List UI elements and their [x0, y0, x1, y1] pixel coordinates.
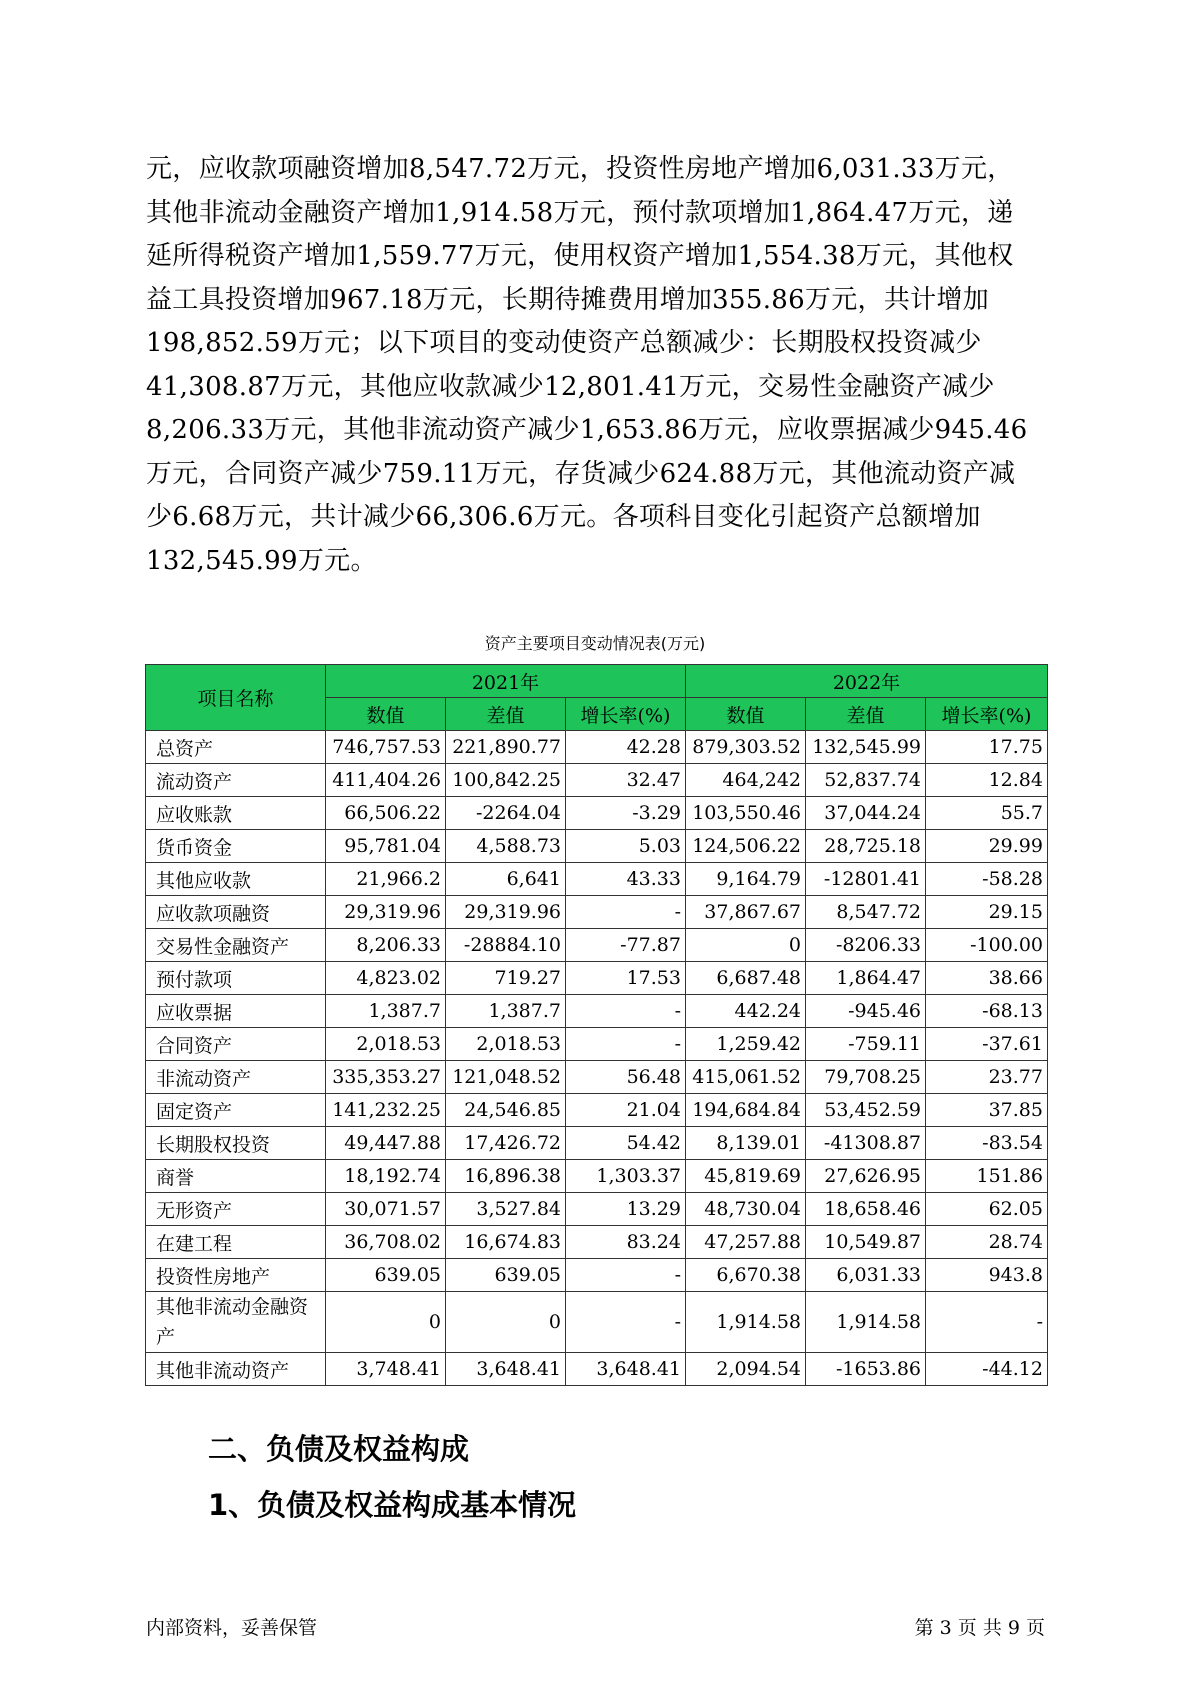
row-cell: 38.66: [926, 962, 1048, 995]
row-cell: -68.13: [926, 995, 1048, 1028]
row-cell: -: [566, 896, 686, 929]
row-cell: 83.24: [566, 1226, 686, 1259]
table-row: [146, 995, 1048, 1028]
row-cell: 8,206.33: [326, 929, 446, 962]
row-cell: 9,164.79: [686, 863, 806, 896]
row-cell: 17,426.72: [446, 1127, 566, 1160]
row-cell: -945.46: [806, 995, 926, 1028]
row-cell: -: [566, 1259, 686, 1292]
row-cell: 23.77: [926, 1061, 1048, 1094]
table-row: [146, 1028, 1048, 1061]
row-item-name: 交易性金融资产: [146, 929, 326, 962]
row-cell: 66,506.22: [326, 797, 446, 830]
table-row: [146, 830, 1048, 863]
row-item-name: 固定资产: [146, 1094, 326, 1127]
row-item-name: 长期股权投资: [146, 1127, 326, 1160]
row-cell: 54.42: [566, 1127, 686, 1160]
table-row: [146, 1193, 1048, 1226]
row-cell: 17.75: [926, 731, 1048, 764]
row-cell: 48,730.04: [686, 1193, 806, 1226]
table-row: [146, 929, 1048, 962]
header-diff: 差值: [806, 698, 926, 731]
row-cell: 21,966.2: [326, 863, 446, 896]
row-cell: -: [566, 1028, 686, 1061]
row-cell: 6,031.33: [806, 1259, 926, 1292]
row-cell: -58.28: [926, 863, 1048, 896]
row-cell: 95,781.04: [326, 830, 446, 863]
table-row: [146, 731, 1048, 764]
table-caption: 资产主要项目变动情况表(万元): [484, 634, 706, 653]
row-cell: 28.74: [926, 1226, 1048, 1259]
row-cell: 18,192.74: [326, 1160, 446, 1193]
table-row: [146, 1292, 1048, 1353]
row-cell: 1,864.47: [806, 962, 926, 995]
table-row: [146, 1127, 1048, 1160]
row-cell: 29.15: [926, 896, 1048, 929]
row-cell: -41308.87: [806, 1127, 926, 1160]
row-cell: 442.24: [686, 995, 806, 1028]
row-cell: 1,387.7: [446, 995, 566, 1028]
row-cell: -3.29: [566, 797, 686, 830]
row-cell: 17.53: [566, 962, 686, 995]
row-cell: 194,684.84: [686, 1094, 806, 1127]
row-cell: 0: [326, 1292, 446, 1353]
row-cell: 151.86: [926, 1160, 1048, 1193]
row-cell: 47,257.88: [686, 1226, 806, 1259]
row-cell: 24,546.85: [446, 1094, 566, 1127]
header-item-name: 项目名称: [146, 665, 326, 731]
row-cell: 1,259.42: [686, 1028, 806, 1061]
row-cell: -77.87: [566, 929, 686, 962]
row-cell: 943.8: [926, 1259, 1048, 1292]
row-cell: 3,748.41: [326, 1353, 446, 1386]
body-paragraph: 元，应收款项融资增加8,547.72万元，投资性房地产增加6,031.33万元， 其他非流动金融资产增加1,914.58万元，预付款项增加1,864.47万元，递 延所得税资产增加1,559.77万元，使用权资产增加1,554.38万元，其他权 益工具投资增加967.18万元，长期待摊费用增加355.86万元，共计增加 198,852.59万元；以下项目的变动使资产总额减少：长期股权投资减少 41,308.87万元，其他应收款减少12,801.41万元，交易性金融资产减少 8,206.33万元，其他非流动资产减少1,653.86万元，应收票据减少945.46 万元，合同资产减少759.11万元，存货减少624.88万元，其他流动资产减 少6.68万元，共计减少66,306.6万元。各项科目变化引起资产总额增加 132,545.99万元。: [146, 154, 1028, 576]
row-cell: 10,549.87: [806, 1226, 926, 1259]
row-item-name: 无形资产: [146, 1193, 326, 1226]
table-row: [146, 1061, 1048, 1094]
row-cell: -759.11: [806, 1028, 926, 1061]
header-value: 数值: [326, 698, 446, 731]
row-cell: 12.84: [926, 764, 1048, 797]
row-cell: 141,232.25: [326, 1094, 446, 1127]
row-cell: 79,708.25: [806, 1061, 926, 1094]
row-item-name: 商誉: [146, 1160, 326, 1193]
row-cell: 3,648.41: [566, 1353, 686, 1386]
row-cell: 29,319.96: [326, 896, 446, 929]
row-cell: 56.48: [566, 1061, 686, 1094]
row-cell: 639.05: [446, 1259, 566, 1292]
row-cell: 13.29: [566, 1193, 686, 1226]
row-cell: 21.04: [566, 1094, 686, 1127]
row-cell: 4,823.02: [326, 962, 446, 995]
footer-confidential: 内部资料，妥善保管: [146, 1617, 318, 1639]
row-cell: 6,641: [446, 863, 566, 896]
row-cell: 1,914.58: [686, 1292, 806, 1353]
row-cell: 3,648.41: [446, 1353, 566, 1386]
row-item-name: 投资性房地产: [146, 1259, 326, 1292]
row-item-name: 应收票据: [146, 995, 326, 1028]
subsection-heading: 1、负债及权益构成基本情况: [208, 1488, 577, 1522]
row-cell: 415,061.52: [686, 1061, 806, 1094]
row-cell: 16,674.83: [446, 1226, 566, 1259]
row-cell: 37,044.24: [806, 797, 926, 830]
row-cell: 746,757.53: [326, 731, 446, 764]
row-cell: 43.33: [566, 863, 686, 896]
row-cell: -: [566, 995, 686, 1028]
row-item-name: 其他应收款: [146, 863, 326, 896]
row-cell: -28884.10: [446, 929, 566, 962]
section-heading: 二、负债及权益构成: [208, 1432, 470, 1466]
row-cell: -44.12: [926, 1353, 1048, 1386]
row-cell: 411,404.26: [326, 764, 446, 797]
row-cell: -: [566, 1292, 686, 1353]
row-cell: 6,687.48: [686, 962, 806, 995]
row-item-name: 其他非流动资产: [146, 1353, 326, 1386]
row-cell: 37.85: [926, 1094, 1048, 1127]
row-cell: -: [926, 1292, 1048, 1353]
table-row: [146, 1226, 1048, 1259]
row-cell: 221,890.77: [446, 731, 566, 764]
row-item-name: 非流动资产: [146, 1061, 326, 1094]
row-cell: 37,867.67: [686, 896, 806, 929]
row-cell: 49,447.88: [326, 1127, 446, 1160]
row-cell: 121,048.52: [446, 1061, 566, 1094]
row-cell: 42.28: [566, 731, 686, 764]
row-cell: 132,545.99: [806, 731, 926, 764]
row-item-name: 应收款项融资: [146, 896, 326, 929]
header-growth: 增长率(%): [926, 698, 1048, 731]
row-cell: 1,303.37: [566, 1160, 686, 1193]
row-cell: 639.05: [326, 1259, 446, 1292]
row-item-name: 其他非流动金融资产: [146, 1292, 326, 1353]
row-cell: 45,819.69: [686, 1160, 806, 1193]
row-cell: -37.61: [926, 1028, 1048, 1061]
row-item-name: 货币资金: [146, 830, 326, 863]
row-item-name: 流动资产: [146, 764, 326, 797]
row-cell: 29.99: [926, 830, 1048, 863]
row-cell: 3,527.84: [446, 1193, 566, 1226]
row-cell: -8206.33: [806, 929, 926, 962]
table-row: [146, 863, 1048, 896]
row-cell: 53,452.59: [806, 1094, 926, 1127]
row-cell: 0: [446, 1292, 566, 1353]
row-cell: 52,837.74: [806, 764, 926, 797]
header-growth: 增长率(%): [566, 698, 686, 731]
row-cell: 28,725.18: [806, 830, 926, 863]
row-cell: 103,550.46: [686, 797, 806, 830]
row-cell: 2,018.53: [326, 1028, 446, 1061]
row-cell: 18,658.46: [806, 1193, 926, 1226]
table-row: [146, 797, 1048, 830]
table-row: [146, 1353, 1048, 1386]
row-cell: 8,547.72: [806, 896, 926, 929]
row-cell: 124,506.22: [686, 830, 806, 863]
row-item-name: 总资产: [146, 731, 326, 764]
row-cell: 464,242: [686, 764, 806, 797]
row-cell: -2264.04: [446, 797, 566, 830]
row-cell: 2,094.54: [686, 1353, 806, 1386]
row-item-name: 应收账款: [146, 797, 326, 830]
header-year-2021: 2021年: [326, 665, 686, 698]
header-value: 数值: [686, 698, 806, 731]
row-cell: -83.54: [926, 1127, 1048, 1160]
row-cell: 36,708.02: [326, 1226, 446, 1259]
header-diff: 差值: [446, 698, 566, 731]
row-cell: 6,670.38: [686, 1259, 806, 1292]
table-row: [146, 1094, 1048, 1127]
row-cell: 30,071.57: [326, 1193, 446, 1226]
asset-change-table: [145, 664, 1048, 1386]
row-item-name: 预付款项: [146, 962, 326, 995]
row-cell: 62.05: [926, 1193, 1048, 1226]
row-cell: 4,588.73: [446, 830, 566, 863]
table-row: [146, 764, 1048, 797]
row-cell: 879,303.52: [686, 731, 806, 764]
row-item-name: 合同资产: [146, 1028, 326, 1061]
row-cell: -1653.86: [806, 1353, 926, 1386]
row-cell: 2,018.53: [446, 1028, 566, 1061]
row-cell: 32.47: [566, 764, 686, 797]
row-cell: 0: [686, 929, 806, 962]
row-cell: 27,626.95: [806, 1160, 926, 1193]
row-cell: -12801.41: [806, 863, 926, 896]
table-row: [146, 1259, 1048, 1292]
row-cell: 719.27: [446, 962, 566, 995]
row-item-name: 在建工程: [146, 1226, 326, 1259]
row-cell: 100,842.25: [446, 764, 566, 797]
row-cell: 55.7: [926, 797, 1048, 830]
row-cell: 335,353.27: [326, 1061, 446, 1094]
table-row: [146, 962, 1048, 995]
row-cell: 16,896.38: [446, 1160, 566, 1193]
row-cell: 1,914.58: [806, 1292, 926, 1353]
table-row: [146, 896, 1048, 929]
row-cell: 8,139.01: [686, 1127, 806, 1160]
footer-page-number: 第 3 页 共 9 页: [914, 1617, 1045, 1639]
row-cell: 5.03: [566, 830, 686, 863]
row-cell: 29,319.96: [446, 896, 566, 929]
table-row: [146, 1160, 1048, 1193]
row-cell: -100.00: [926, 929, 1048, 962]
header-year-2022: 2022年: [686, 665, 1048, 698]
row-cell: 1,387.7: [326, 995, 446, 1028]
table-body: [146, 731, 1048, 1386]
